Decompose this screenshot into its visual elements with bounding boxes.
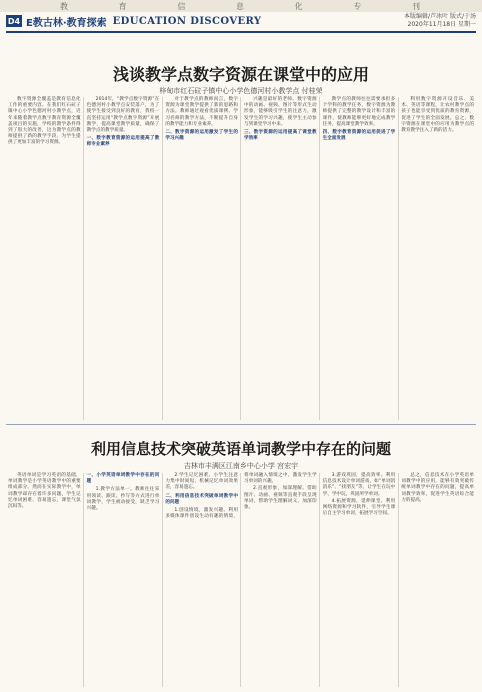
article2-byline: 吉林市丰满区江南乡中心小学 宫宏宇 bbox=[183, 462, 299, 470]
banner-char: 息 bbox=[235, 1, 244, 11]
article2-paragraph: 3.游戏巩固，提高效率。利用信息技术设计单词游戏，如“单词消消乐”、“找朋友”等，让学生在玩中学、学中玩，巩固所学单词。 bbox=[322, 473, 396, 497]
masthead bbox=[6, 12, 476, 30]
article1-paragraph: 数字资源全覆盖是教育信息化工作的重要内容。在我们红石砬子镇中心小学色德河村小教学点，近年来随着教学点数字教育资源全覆盖项目的实施，学校的教学条件得到了很大的改善，这为教学点的教师提供了新的教学手段，为学生提供了更加丰富的学习资源。 bbox=[8, 97, 81, 146]
article1-subheading: 三、数字资源的运用提高了课堂教学效率 bbox=[243, 130, 317, 142]
article1-body bbox=[8, 97, 474, 420]
article2-paragraph: 1.创设情境，激发兴趣。利用多媒体课件创设生动有趣的情境，将单词融入情境之中，激发学生学习单词的兴趣。 bbox=[165, 473, 317, 520]
article2-paragraph: 4.拓展资源，延伸课堂。利用网络资源和学习软件，引导学生课后自主学习单词，拓展学习空间。 bbox=[322, 498, 396, 517]
article2-subheading: 一、小学英语单词教学中存在的问题 bbox=[86, 473, 160, 485]
banner-char: 教 bbox=[60, 1, 68, 11]
article1-byline: 梓甸市红石砬子镇中心小学色德河村小教学点 付桂荣 bbox=[159, 87, 323, 95]
section-title-en: EDUCATION DISCOVERY bbox=[112, 15, 262, 27]
article1-subheading: 四、数字教育资源的运用促进了学生全面发展 bbox=[322, 130, 396, 142]
article2-paragraph: 1.教学方法单一。教师往往采用领读、跟读、抄写等方式进行单词教学，学生被动接受，缺乏学习兴趣。 bbox=[86, 487, 160, 512]
article1-paragraph: 2014年，“教学点数字资源”在色德河村小教学点安装落户，为了使学生接受到良好的教育，我校一直坚持运用“教学点数字资源”开展教学，提高课堂教学质量，确保了教学点的教学质量。 bbox=[86, 97, 160, 134]
article2-paragraph: 2.直观形象，加深理解。借助图片、动画、视频等直观手段呈现单词，帮助学生理解词义，加深印象。 bbox=[243, 486, 317, 511]
article2-subheading: 二、利用信息技术突破单词教学中的问题 bbox=[165, 493, 238, 505]
banner-char: 育 bbox=[118, 1, 127, 11]
article1-paragraph: 对于教学点的教师而言，数字资源为课堂教学提供了新的思路和方法。教师通过观看优质课例、学习名师的教学方法，不断提升自身的教学能力和专业素养。 bbox=[165, 97, 238, 127]
article1-paragraph: 教学点的教师往往需要承担多个学科的教学任务，数字资源为教师提供了完整的教学设计和丰富的课件，使教师能够更好地完成教学任务，提高课堂教学效率。 bbox=[322, 97, 396, 127]
section-title: E教古林·教育探索 bbox=[26, 17, 107, 29]
banner-char: 刊 bbox=[411, 1, 420, 11]
article1-headline: 浅谈教学点数字资源在课堂中的应用 bbox=[112, 65, 369, 84]
article2-headline: 利用信息技术突破英语单词教学中存在的问题 bbox=[90, 440, 391, 458]
article1-paragraph: 兴趣是最好的老师。数字资源中的动画、视频、图片等形式生动形象，能够吸引学生的注意力，激发学生的学习兴趣，使学生主动参与到课堂学习中来。 bbox=[243, 97, 317, 127]
banner-title bbox=[60, 0, 420, 12]
article1-paragraph: 利用数字资源开设音乐、美术、英语等课程，让农村教学点的孩子也能享受到优质的教育资源，促进了学生的全面发展。总之，数字资源在课堂中的应用为教学点的教育教学注入了新的活力。 bbox=[401, 97, 474, 134]
editor-line: 本版编辑/芦冰叶 版式/于汤 bbox=[404, 13, 476, 20]
masthead-meta bbox=[404, 13, 476, 29]
article2-paragraph: 总之，信息技术在小学英语单词教学中的应用，能够有效突破传统单词教学中存在的问题，提高单词教学效率，促进学生英语综合能力的提高。 bbox=[401, 473, 474, 503]
date-line: 2020年11月18日 星期一 bbox=[407, 21, 476, 28]
banner-char: 专 bbox=[353, 1, 362, 11]
article1-subheading: 一、数字教育资源的运用提高了教师专业素养 bbox=[86, 136, 160, 148]
article2-paragraph: 2.学生记忆困难。小学生注意力集中时间短，机械记忆单词效果差，容易遗忘。 bbox=[165, 473, 238, 491]
article2-body bbox=[8, 473, 474, 687]
article1-subheading: 二、数字资源的运用激发了学生的学习兴趣 bbox=[165, 130, 238, 142]
article-divider bbox=[6, 424, 476, 425]
banner-char: 化 bbox=[294, 1, 303, 11]
article2-paragraph: 英语单词是学习英语的基础，单词教学是小学英语教学中的重要组成部分。然而在实际教学中，单词教学却存在着许多问题，学生记忆单词困难、容易遗忘，课堂气氛沉闷等。 bbox=[8, 473, 81, 510]
masthead-rule bbox=[6, 31, 476, 33]
page-code-badge: D4 bbox=[7, 16, 21, 26]
banner-char: 信 bbox=[177, 1, 186, 11]
